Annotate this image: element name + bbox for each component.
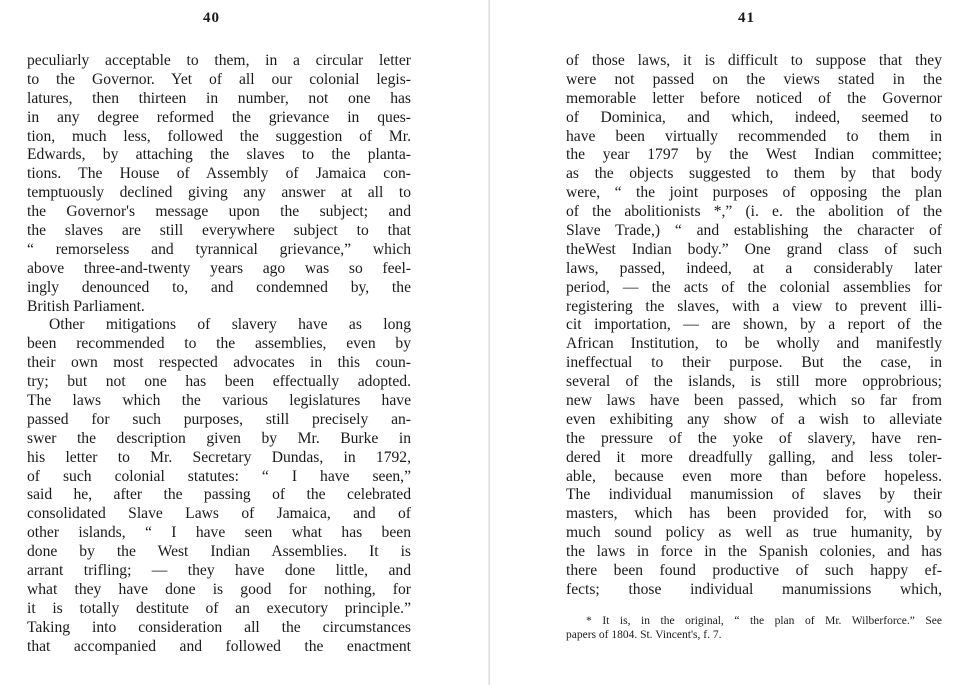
text-line: latures, then thirteen in number, not one has [27, 89, 411, 107]
text-line: arrant trifling; — they have done little, and [27, 562, 411, 580]
footnote-line: papers of 1804. St. Vincent's, f. 7. [566, 629, 722, 641]
text-line: of such colonial statutes: “ I have seen,” [27, 467, 411, 485]
text-line: in any degree reformed the grievance in ques- [27, 108, 411, 126]
text-line: memorable letter before noticed of the Governor [566, 89, 942, 107]
text-line: dered it more dreadfully galling, and less toler- [566, 448, 942, 466]
text-line: tion, much less, followed the suggestion of Mr. [27, 127, 411, 145]
text-line: have been virtually recommended to them in [566, 127, 942, 145]
text-line: the year 1797 by the West Indian committee; [566, 146, 942, 164]
text-line: above three-and-twenty years ago was so feel- [27, 259, 411, 277]
text-line: the Governor's message upon the subject; and [27, 203, 411, 221]
text-line: several of the islands, is still more opprobrious; [566, 373, 942, 391]
body-text [566, 52, 942, 600]
text-line: cit importation, — are shown, by a report of the [566, 316, 942, 334]
text-line: ingly denounced to, and condemned by, the [27, 278, 411, 296]
text-line: Edwards, by attaching the slaves to the planta- [27, 146, 411, 164]
text-line: were, “ the joint purposes of opposing the plan [566, 184, 942, 202]
text-line: swer the description given by Mr. Burke in [27, 429, 411, 447]
page-number: 40 [203, 10, 220, 26]
text-line: period, — the acts of the colonial assemblies for [566, 278, 942, 296]
text-line: try; but not one has been effectually adopted. [27, 373, 411, 391]
text-line: there been found productive of such happy ef- [566, 562, 942, 580]
footnote [566, 614, 942, 642]
text-line: masters, which has been provided for, with so [566, 505, 942, 523]
text-line: it is totally destitute of an executory principle.” [27, 599, 411, 617]
text-line: as the objects suggested to them by that body [566, 165, 942, 183]
right-page [490, 0, 980, 685]
text-line: tions. The House of Assembly of Jamaica con- [27, 165, 411, 183]
text-line: able, because even more than before hopeless. [566, 467, 942, 485]
text-line: The individual manumission of slaves by their [566, 486, 942, 504]
text-line: the laws in force in the Spanish colonies, and has [566, 543, 942, 561]
text-line: consolidated Slave Laws of Jamaica, and of [27, 505, 411, 523]
text-line: were not passed on the views stated in the [566, 70, 942, 88]
text-line: to the Governor. Yet of all our colonial legis- [27, 70, 411, 88]
text-line: British Parliament. [27, 297, 145, 315]
text-line: done by the West Indian Assemblies. It is [27, 543, 411, 561]
text-line: the pressure of the yoke of slavery, have ren- [566, 429, 942, 447]
text-line: “ remorseless and tyrannical grievance,” which [27, 240, 411, 258]
text-line: even exhibiting any show of a wish to alleviate [566, 410, 942, 428]
text-line: their own most respected advocates in this coun- [27, 354, 411, 372]
text-line: new laws have been passed, which so far from [566, 392, 942, 410]
text-line: temptuously declined giving any answer at all to [27, 184, 411, 202]
text-line: that accompanied and followed the enactment [27, 637, 411, 655]
text-line: the slaves are still everywhere subject to that [27, 222, 411, 240]
page-number: 41 [738, 10, 755, 26]
text-line: theWest Indian body.” One grand class of such [566, 240, 942, 258]
body-text [27, 52, 411, 657]
text-line: of those laws, it is difficult to suppose that they [566, 52, 942, 69]
text-line: of the abolitionists *,” (i. e. the abolition of the [566, 203, 942, 221]
text-line: Other mitigations of slavery have as long [49, 316, 411, 334]
text-line: Slave Trade,) “ and establishing the character of [566, 222, 942, 240]
text-line: of Dominica, and which, indeed, seemed to [566, 108, 942, 126]
text-line: fects; those individual manumissions which, [566, 580, 942, 598]
text-line: much sound policy as well as true humanity, by [566, 524, 942, 542]
text-line: peculiarly acceptable to them, in a circular letter [27, 52, 411, 69]
footnote-line: * It is, in the original, “ the plan of Mr. Wilberforce.” See [586, 615, 942, 627]
text-line: African Institution, to be wholly and manifestly [566, 335, 942, 353]
text-line: ineffectual to their purpose. But the case, in [566, 354, 942, 372]
text-line: laws, passed, indeed, at a considerably later [566, 259, 942, 277]
text-line: The laws which the various legislatures have [27, 392, 411, 410]
text-line: other islands, “ I have seen what has been [27, 524, 411, 542]
text-line: registering the slaves, with a view to prevent illi- [566, 297, 942, 315]
text-line: passed for such purposes, still precisely an- [27, 410, 411, 428]
text-line: been recommended to the assemblies, even by [27, 335, 411, 353]
text-line: his letter to Mr. Secretary Dundas, in 1792, [27, 448, 411, 466]
text-line: what they have done is good for nothing, for [27, 580, 411, 598]
text-line: said he, after the passing of the celebrated [27, 486, 411, 504]
text-line: Taking into consideration all the circumstances [27, 618, 411, 636]
